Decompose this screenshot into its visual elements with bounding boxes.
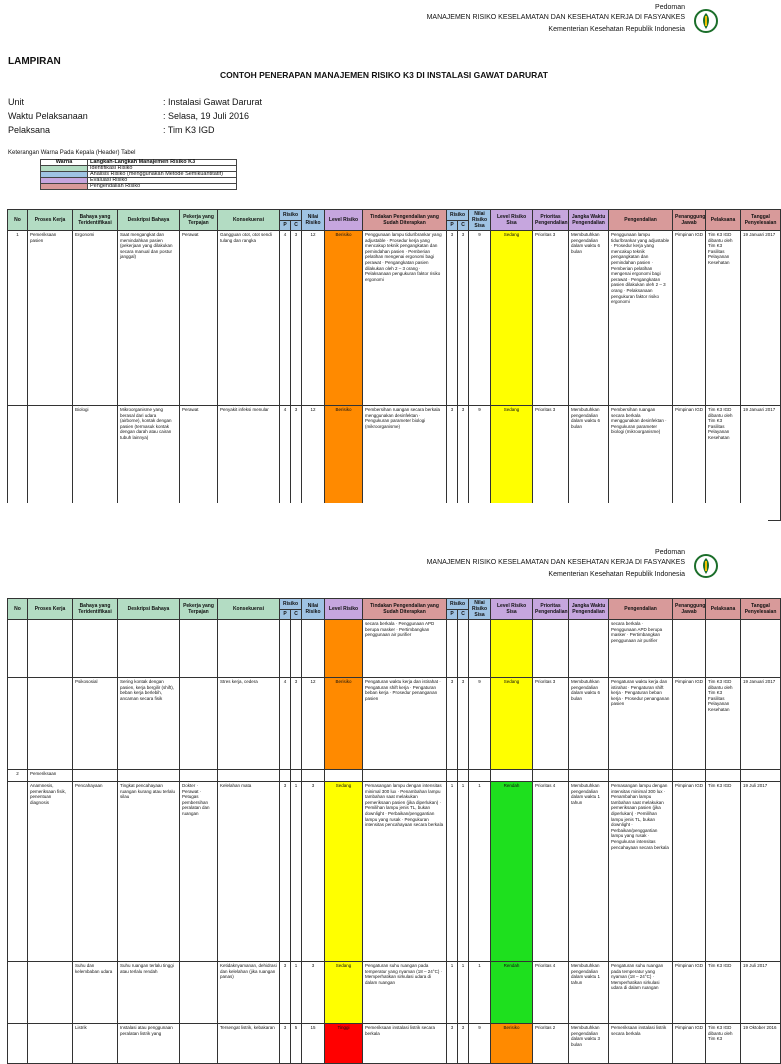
th-level-sisa: Level Risiko Sisa xyxy=(491,210,533,231)
cell-proses: Anamnesis, pemeriksaan fisik, penentuan diagnosis xyxy=(28,782,73,962)
table-header-row xyxy=(8,210,781,221)
th-level: Level Risiko xyxy=(325,210,363,231)
legend-col-langkah: Langkah-Langkah Manajemen Risiko K3 xyxy=(88,160,237,166)
th-jangka: Jangka Waktu Pengendalian xyxy=(569,599,609,620)
cell-nilai: 12 xyxy=(302,406,325,521)
header-ministry-2: Kementerian Kesehatan Republik Indonesia xyxy=(548,571,685,578)
cell-proses xyxy=(28,620,73,678)
cell-prioritas: Prioritas 3 xyxy=(533,678,569,770)
cell-nilai: 3 xyxy=(302,962,325,1024)
cell-nilai: 3 xyxy=(302,782,325,962)
th-pengendalian: Pengendalian xyxy=(609,210,673,231)
cell-jangka xyxy=(569,620,609,678)
cell-nilai: 12 xyxy=(302,231,325,406)
cell-tindakan: Pengaturan waktu kerja dan istirahat · Pengaturan shift kerja · Pengaturan beban kerja · Prosedur penanganan pasien xyxy=(363,678,447,770)
th-pelaksana: Pelaksana xyxy=(706,599,741,620)
cell-bahaya: Psikososial xyxy=(73,678,118,770)
th-nilai-sisa: Nilai Risiko Sisa xyxy=(469,210,491,231)
info-value-pelaksana: : Tim K3 IGD xyxy=(163,125,215,135)
cell-level: Berisiko xyxy=(325,678,363,770)
cell-proses xyxy=(28,1024,73,1064)
cell-nilai2: 9 xyxy=(469,406,491,521)
th-nilai-sisa: Nilai Risiko Sisa xyxy=(469,599,491,620)
cell-pj: Pimpinan IGD xyxy=(673,231,706,406)
cell-pj: Pimpinan IGD xyxy=(673,962,706,1024)
cell-level2: Berisiko xyxy=(491,1024,533,1064)
cell-p: 3 xyxy=(280,782,291,962)
th-deskripsi: Deskripsi Bahaya xyxy=(118,210,180,231)
cell-no: 1 xyxy=(8,231,28,406)
cell-tanggal xyxy=(741,620,781,678)
cell-p: 3 xyxy=(280,962,291,1024)
legend-label-pengendalian: Pengendalian Risiko xyxy=(88,184,237,190)
th-level-sisa: Level Risiko Sisa xyxy=(491,599,533,620)
cell-bahaya: Suhu dan kelembaban udara xyxy=(73,962,118,1024)
cell-pekerja xyxy=(180,962,218,1024)
cell-no xyxy=(8,678,28,770)
cell-bahaya: Biologi xyxy=(73,406,118,521)
table-row xyxy=(8,620,781,678)
kemenkes-logo-icon xyxy=(694,553,718,579)
info-label-waktu: Waktu Pelaksanaan xyxy=(8,111,88,121)
th-risiko-sisa: Risiko xyxy=(447,599,469,610)
cell-konsekuensi: Gangguan otot, otot sendi tulang dan rangka xyxy=(218,231,280,406)
cell-c2 xyxy=(458,770,469,782)
cell-tindakan: Pemasangan lampu dengan intensitas minimal 300 lux · Penambahan lampu tambahan saat melakukan pemeriksaan pasien (jika diperlukan) · Pemilihan lampu jenis TL, bukan downlight · Perbaikan/penggantian lampu yang rusak · Pengukuran intensitas pencahayaan secara berkala xyxy=(363,782,447,962)
th-p-sisa: P xyxy=(447,220,458,231)
cell-bahaya: Listrik xyxy=(73,1024,118,1064)
cell-nilai: 15 xyxy=(302,1024,325,1064)
cell-konsekuensi: Penyakit infeksi menular xyxy=(218,406,280,521)
th-pengendalian: Pengendalian xyxy=(609,599,673,620)
cell-pj: Pimpinan IGD xyxy=(673,406,706,521)
cell-c2: 3 xyxy=(458,231,469,406)
cell-p2: 3 xyxy=(447,406,458,521)
cell-pelaksana: Tim K3 IGD xyxy=(706,962,741,1024)
cell-pekerja xyxy=(180,1024,218,1064)
th-konsekuensi: Konsekuensi xyxy=(218,599,280,620)
cell-level: Berisiko xyxy=(325,231,363,406)
legend-col-warna: Warna xyxy=(41,160,88,166)
cell-level xyxy=(325,770,363,782)
th-jangka: Jangka Waktu Pengendalian xyxy=(569,210,609,231)
section-label: LAMPIRAN xyxy=(8,56,61,67)
cell-p: 4 xyxy=(280,406,291,521)
cell-no: 2 xyxy=(8,770,28,782)
cell-nilai xyxy=(302,770,325,782)
cell-pj: Pimpinan IGD xyxy=(673,1024,706,1064)
th-c: C xyxy=(291,609,302,620)
cell-pekerja xyxy=(180,620,218,678)
th-pelaksana: Pelaksana xyxy=(706,210,741,231)
th-pj: Penanggung Jawab xyxy=(673,599,706,620)
th-bahaya: Bahaya yang Teridentifikasi xyxy=(73,210,118,231)
th-konsekuensi: Konsekuensi xyxy=(218,210,280,231)
cell-p: 4 xyxy=(280,678,291,770)
cell-p2 xyxy=(447,620,458,678)
cell-deskripsi: Mikroorganisme yang berasal dari udara (airborne), kontak dengan pasien (termasuk kontak dengan darah atau cairan tubuh lainnya) xyxy=(118,406,180,521)
document-title: CONTOH PENERAPAN MANAJEMEN RISIKO K3 DI INSTALASI GAWAT DARURAT xyxy=(220,70,548,80)
cell-level: Sedang xyxy=(325,782,363,962)
cell-proses xyxy=(28,678,73,770)
cell-deskripsi: Suhu ruangan terlalu tinggi atau terlalu rendah xyxy=(118,962,180,1024)
th-risiko-sisa: Risiko xyxy=(447,210,469,221)
th-p: P xyxy=(280,609,291,620)
cell-c2: 3 xyxy=(458,1024,469,1064)
cell-nilai2: 9 xyxy=(469,231,491,406)
cell-prioritas: Prioritas 3 xyxy=(533,231,569,406)
cell-tindakan: Pembersihan ruangan secara berkala menggunakan desinfektan · Pengukuran parameter biologi (mikroorganisme) xyxy=(363,406,447,521)
cell-proses: Pemeriksaan pasien xyxy=(28,231,73,406)
info-value-waktu: : Selasa, 19 Juli 2016 xyxy=(163,111,250,121)
cell-no xyxy=(8,962,28,1024)
header-pedoman-2: Pedoman xyxy=(655,549,685,556)
cell-pekerja: Perawat xyxy=(180,406,218,521)
cell-level2: Rendah xyxy=(491,782,533,962)
cell-c xyxy=(291,770,302,782)
th-c-sisa: C xyxy=(458,220,469,231)
cell-pengendalian: secara berkala · Penggunaan APD berupa masker · Pertimbangkan penggunaan air purifier xyxy=(609,620,673,678)
cell-p: 4 xyxy=(280,231,291,406)
cell-pengendalian xyxy=(609,770,673,782)
cell-c2: 3 xyxy=(458,678,469,770)
cell-no xyxy=(8,620,28,678)
cell-pengendalian: Pemasangan lampu dengan intensitas minimal 300 lux · Penambahan lampu tambahan saat melakukan pemeriksaan pasien (jika diperlukan) · Pemilihan lampu jenis TL, bukan downlight · Perbaikan/penggantian lampu yang rusak · Pengukuran intensitas pencahayaan secara berkala xyxy=(609,782,673,962)
th-no: No xyxy=(8,210,28,231)
cell-pelaksana: Tim K3 IGD xyxy=(706,782,741,962)
cell-c: 1 xyxy=(291,962,302,1024)
cell-jangka: Membutuhkan pengendalian dalam waktu 6 bulan xyxy=(569,231,609,406)
cell-konsekuensi: Tersengat listrik, kebakaran xyxy=(218,1024,280,1064)
cell-pekerja xyxy=(180,770,218,782)
cell-pengendalian: Pembersihan ruangan secara berkala menggunakan desinfektan · Pengukuran parameter biologi (mikroorganisme) xyxy=(609,406,673,521)
cell-pengendalian: Pemeriksaan instalasi listrik secara berkala xyxy=(609,1024,673,1064)
th-nilai: Nilai Risiko xyxy=(302,599,325,620)
legend-label-identifikasi: Identifikasi Risiko xyxy=(88,166,237,172)
cell-pj xyxy=(673,620,706,678)
cell-deskripsi: Saat mengangkat dan memindahkan pasien (pekerjaan yang dilakukan secara manual dan postur janggal) xyxy=(118,231,180,406)
cell-pekerja: Dokter · Perawat · Petugas pembersihan peralatan dan ruangan xyxy=(180,782,218,962)
cell-pengendalian: Pengaturan waktu kerja dan istirahat · Pengaturan shift kerja · Pengaturan beban kerja · Prosedur penanganan pasien xyxy=(609,678,673,770)
cell-konsekuensi xyxy=(218,620,280,678)
cell-pj: Pimpinan IGD xyxy=(673,678,706,770)
legend-label-evaluasi: Evaluasi Risiko xyxy=(88,178,237,184)
cell-bahaya: Pencahayaan xyxy=(73,782,118,962)
th-risiko: Risiko xyxy=(280,599,302,610)
cell-no xyxy=(8,782,28,962)
cell-tindakan xyxy=(363,770,447,782)
cell-deskripsi: Instalasi atau penggunaan peralatan listrik yang xyxy=(118,1024,180,1064)
cell-tanggal: 19 Januari 2017 xyxy=(741,678,781,770)
th-risiko: Risiko xyxy=(280,210,302,221)
cell-prioritas: Prioritas 4 xyxy=(533,962,569,1024)
cell-tindakan: Penggunaan lampu tidur/brankar yang adjustable · Prosedur kerja yang mencakup teknik pengangkatan dan pemindahan pasien · Pemberian pelatihan mengenai ergonomi bagi perawat · Pengangkatan pasien dilakukan oleh 2 – 3 orang · Pelaksanaan pengukuran faktor risiko ergonomi xyxy=(363,231,447,406)
table-row xyxy=(8,231,781,406)
th-bahaya: Bahaya yang Teridentifikasi xyxy=(73,599,118,620)
cell-p xyxy=(280,770,291,782)
cell-bahaya xyxy=(73,770,118,782)
table-row xyxy=(8,770,781,782)
cell-nilai2: 9 xyxy=(469,678,491,770)
header-ministry: Kementerian Kesehatan Republik Indonesia xyxy=(548,26,685,33)
th-pekerja: Pekerja yang Terpajan xyxy=(180,599,218,620)
cell-c2 xyxy=(458,620,469,678)
cell-pelaksana xyxy=(706,620,741,678)
cell-level2: Sedang xyxy=(491,406,533,521)
cell-pengendalian: Penggunaan lampu tidur/brankar yang adjustable · Prosedur kerja yang mencakup teknik pengangkatan dan pemindahan pasien · Pemberian pelatihan mengenai ergonomi bagi perawat · Pengangkatan pasien dilakukan oleh 2 – 3 orang · Pelaksanaan pengukuran faktor risiko ergonomi xyxy=(609,231,673,406)
th-tanggal: Tanggal Penyelesaian xyxy=(741,210,781,231)
cell-c: 5 xyxy=(291,1024,302,1064)
cell-level: Sedang xyxy=(325,962,363,1024)
cell-proses xyxy=(28,962,73,1024)
cell-jangka xyxy=(569,770,609,782)
th-c: C xyxy=(291,220,302,231)
legend-note: Keterangan Warna Pada Kepala (Header) Tabel xyxy=(8,150,136,156)
info-label-unit: Unit xyxy=(8,97,25,107)
risk-register-table-page2 xyxy=(7,598,781,1064)
page-gap xyxy=(0,503,768,548)
cell-c: 1 xyxy=(291,782,302,962)
page-header-2 xyxy=(0,549,768,589)
cell-c: 3 xyxy=(291,406,302,521)
cell-deskripsi xyxy=(118,620,180,678)
th-pekerja: Pekerja yang Terpajan xyxy=(180,210,218,231)
cell-konsekuensi: Stres kerja, cedera xyxy=(218,678,280,770)
cell-c2: 1 xyxy=(458,962,469,1024)
table-row xyxy=(8,962,781,1024)
info-label-pelaksana: Pelaksana xyxy=(8,125,51,135)
cell-deskripsi: Tingkat pencahayaan ruangan kurang atau terlalu silau xyxy=(118,782,180,962)
cell-level: Berisiko xyxy=(325,406,363,521)
th-proses: Proses Kerja xyxy=(28,599,73,620)
legend-label-analisis: Analisis Risiko (menggunakan Metode Semikuantitatif) xyxy=(88,172,237,178)
table-row xyxy=(8,678,781,770)
cell-tanggal: 19 Oktober 2016 xyxy=(741,1024,781,1064)
page-header xyxy=(0,4,768,44)
table-header-row xyxy=(8,599,781,610)
cell-level2 xyxy=(491,770,533,782)
header-pedoman: Pedoman xyxy=(655,4,685,11)
cell-pelaksana: Tim K3 IGD dibantu oleh Tim K3 Fasilitas Pelayanan Kesehatan xyxy=(706,678,741,770)
cell-jangka: Membutuhkan pengendalian dalam waktu 1 tahun xyxy=(569,782,609,962)
cell-pj: Pimpinan IGD xyxy=(673,782,706,962)
cell-jangka: Membutuhkan pengendalian dalam waktu 6 bulan xyxy=(569,678,609,770)
legend-swatch-pengendalian xyxy=(41,184,88,190)
cell-prioritas: Prioritas 4 xyxy=(533,782,569,962)
cell-p2: 3 xyxy=(447,231,458,406)
cell-prioritas: Prioritas 3 xyxy=(533,406,569,521)
cell-tanggal: 19 Januari 2017 xyxy=(741,231,781,406)
cell-tanggal xyxy=(741,770,781,782)
cell-nilai xyxy=(302,620,325,678)
cell-nilai2: 1 xyxy=(469,962,491,1024)
th-tanggal: Tanggal Penyelesaian xyxy=(741,599,781,620)
th-c-sisa: C xyxy=(458,609,469,620)
cell-nilai2: 9 xyxy=(469,1024,491,1064)
cell-c: 3 xyxy=(291,231,302,406)
cell-pengendalian: Pengaturan suhu ruangan pada temperatur yang nyaman (18 – 24°C) · Memperhatikan sirkulasi udara di dalam ruangan xyxy=(609,962,673,1024)
cell-prioritas xyxy=(533,620,569,678)
cell-pelaksana xyxy=(706,770,741,782)
cell-p xyxy=(280,620,291,678)
cell-c2: 3 xyxy=(458,406,469,521)
cell-tanggal: 19 Januari 2017 xyxy=(741,406,781,521)
cell-deskripsi: Sering kontak dengan pasien, kerja bergilir (shift), beban kerja berlebih, ancaman secara fisik xyxy=(118,678,180,770)
th-tindakan: Tindakan Pengendalian yang Sudah Diterapkan xyxy=(363,599,447,620)
cell-p: 3 xyxy=(280,1024,291,1064)
cell-bahaya xyxy=(73,620,118,678)
color-legend-table xyxy=(40,159,237,190)
th-deskripsi: Deskripsi Bahaya xyxy=(118,599,180,620)
cell-konsekuensi: Kelelahan mata xyxy=(218,782,280,962)
th-prioritas: Prioritas Pengendalian xyxy=(533,210,569,231)
th-level: Level Risiko xyxy=(325,599,363,620)
cell-p2: 3 xyxy=(447,678,458,770)
cell-c: 3 xyxy=(291,678,302,770)
cell-level2: Sedang xyxy=(491,231,533,406)
th-proses: Proses Kerja xyxy=(28,210,73,231)
cell-pekerja xyxy=(180,678,218,770)
cell-prioritas: Prioritas 2 xyxy=(533,1024,569,1064)
cell-tindakan: Pengaturan suhu ruangan pada temperatur yang nyaman (18 – 24°C) · Memperhatikan sirkulasi udara di dalam ruangan xyxy=(363,962,447,1024)
cell-proses: Pemeriksaan xyxy=(28,770,73,782)
cell-tindakan: Pemeriksaan instalasi listrik secara berkala xyxy=(363,1024,447,1064)
cell-p2: 3 xyxy=(447,1024,458,1064)
th-tindakan: Tindakan Pengendalian yang Sudah Diterapkan xyxy=(363,210,447,231)
cell-tindakan: secara berkala · Penggunaan APD berupa masker · Pertimbangkan penggunaan air purifier xyxy=(363,620,447,678)
cell-level xyxy=(325,620,363,678)
cell-nilai2 xyxy=(469,770,491,782)
cell-c2: 1 xyxy=(458,782,469,962)
cell-pekerja: Perawat xyxy=(180,231,218,406)
cell-tanggal: 19 Juli 2017 xyxy=(741,962,781,1024)
cell-konsekuensi xyxy=(218,770,280,782)
th-nilai: Nilai Risiko xyxy=(302,210,325,231)
cell-pelaksana: Tim K3 IGD dibantu oleh Tim K3 Fasilitas Pelayanan Kesehatan xyxy=(706,406,741,521)
cell-level: Tinggi xyxy=(325,1024,363,1064)
cell-jangka: Membutuhkan pengendalian dalam waktu 6 bulan xyxy=(569,406,609,521)
header-title: MANAJEMEN RISIKO KESELAMATAN DAN KESEHATAN KERJA DI FASYANKES xyxy=(426,14,685,21)
cell-nilai: 12 xyxy=(302,678,325,770)
cell-prioritas xyxy=(533,770,569,782)
table-body-page2 xyxy=(8,620,781,1064)
cell-deskripsi xyxy=(118,770,180,782)
th-no: No xyxy=(8,599,28,620)
cell-tanggal: 19 Juli 2017 xyxy=(741,782,781,962)
cell-pj xyxy=(673,770,706,782)
cell-nilai2 xyxy=(469,620,491,678)
table-row xyxy=(8,782,781,962)
cell-p2: 1 xyxy=(447,962,458,1024)
th-p-sisa: P xyxy=(447,609,458,620)
cell-p2: 1 xyxy=(447,782,458,962)
kemenkes-logo-icon xyxy=(694,8,718,34)
cell-pelaksana: Tim K3 IGD dibantu oleh Tim K3 Fasilitas Pelayanan Kesehatan xyxy=(706,231,741,406)
cell-bahaya: Ergonomi xyxy=(73,231,118,406)
cell-konsekuensi: Ketidaknyamanan, dehidrasi dan kelelahan (jika ruangan panas) xyxy=(218,962,280,1024)
cell-level2: Rendah xyxy=(491,962,533,1024)
cell-jangka: Membutuhkan pengendalian dalam waktu 1 tahun xyxy=(569,962,609,1024)
cell-level2 xyxy=(491,620,533,678)
cell-no xyxy=(8,1024,28,1064)
risk-register-table-page1 xyxy=(7,209,781,521)
th-prioritas: Prioritas Pengendalian xyxy=(533,599,569,620)
cell-p2 xyxy=(447,770,458,782)
cell-pelaksana: Tim K3 IGD dibantu oleh Tim K3 xyxy=(706,1024,741,1064)
info-value-unit: : Instalasi Gawat Darurat xyxy=(163,97,263,107)
cell-level2: Sedang xyxy=(491,678,533,770)
cell-c xyxy=(291,620,302,678)
table-body-page1 xyxy=(8,231,781,521)
cell-nilai2: 1 xyxy=(469,782,491,962)
cell-jangka: Membutuhkan pengendalian dalam waktu 3 bulan xyxy=(569,1024,609,1064)
header-title-2: MANAJEMEN RISIKO KESELAMATAN DAN KESEHATAN KERJA DI FASYANKES xyxy=(426,559,685,566)
table-row xyxy=(8,1024,781,1064)
th-pj: Penanggung Jawab xyxy=(673,210,706,231)
th-p: P xyxy=(280,220,291,231)
